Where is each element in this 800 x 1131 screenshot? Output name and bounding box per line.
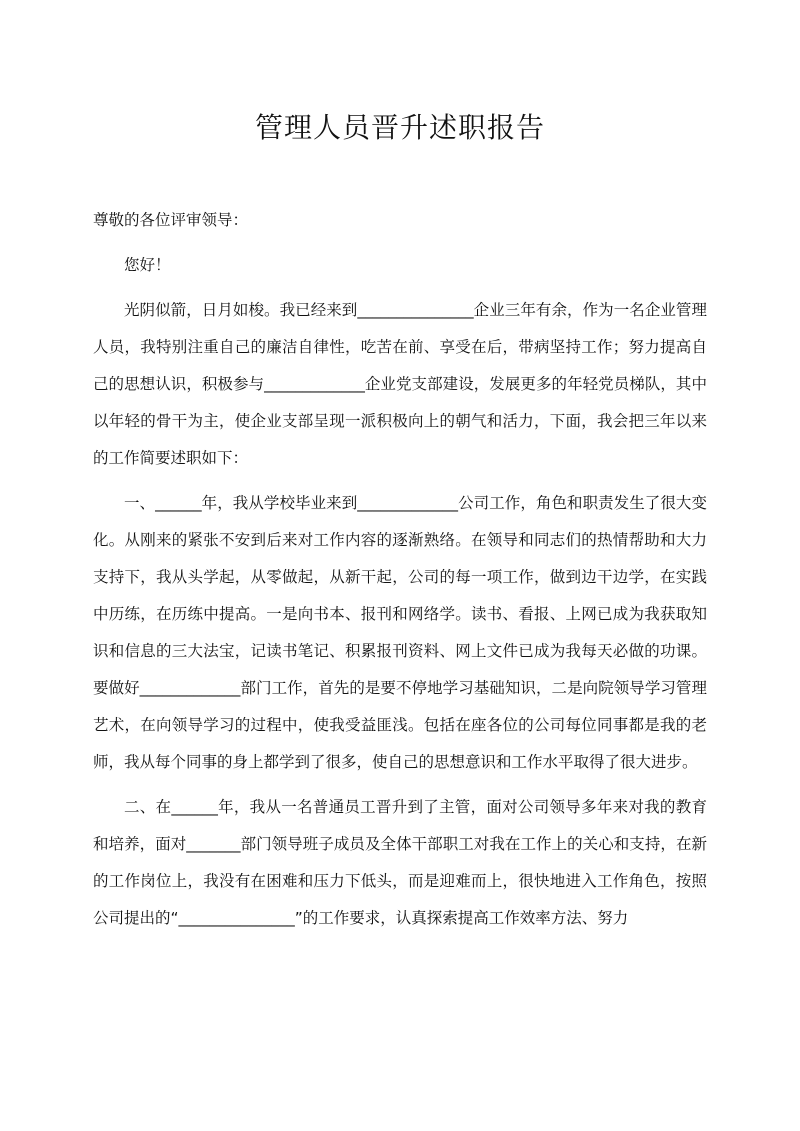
greeting: 您好！ bbox=[124, 256, 171, 274]
paragraph-section-two: 二、在______年，我从一名普通员工晋升到了主管，面对公司领导多年来对我的教育和培养，面对_______部门领导班子成员及全体干部职工对我在工作上的关心和支持，在新的工作岗位上，我没有在困难和压力下低头，而是迎难而上，很快地进入工作角色，按照公司提出的“_______________”的工作要求，认真探索提高工作效率方法、努力 bbox=[93, 798, 707, 927]
paragraph-intro: 光阴似箭，日月如梭。我已经来到_______________企业三年有余，作为一名企业管理人员，我特别注重自己的廉洁自律性，吃苦在前、享受在后，带病坚持工作；努力提高自己的思想认识，积极参与_____________企业党支部建设，发展更多的年轻党员梯队，其中以年轻的骨干为主，使企业支部呈现一派积极向上的朝气和活力，下面，我会把三年以来的工作简要述职如下： bbox=[93, 301, 707, 467]
salutation: 尊敬的各位评审领导： bbox=[93, 211, 249, 229]
document-body bbox=[93, 202, 707, 937]
paragraph-section-one: 一、______年，我从学校毕业来到_____________公司工作，角色和职责发生了很大变化。从刚来的紧张不安到后来对工作内容的逐渐熟络。在领导和同志们的热情帮助和大力支持下，我从头学起，从零做起，从新干起，公司的每一项工作，做到边干边学，在实践中历练，在历练中提高。一是向书本、报刊和网络学。读书、看报、上网已成为我获取知识和信息的三大法宝，记读书笔记、积累报刊资料、网上文件已成为我每天必做的功课。要做好_____________部门工作，首先的是要不停地学习基础知识，二是向院领导学习管理艺术，在向领导学习的过程中，使我受益匪浅。包括在座各位的公司每位同事都是我的老师，我从每个同事的身上都学到了很多，使自己的思想意识和工作水平取得了很大进步。 bbox=[93, 494, 707, 771]
document-title: 管理人员晋升述职报告 bbox=[254, 111, 545, 144]
